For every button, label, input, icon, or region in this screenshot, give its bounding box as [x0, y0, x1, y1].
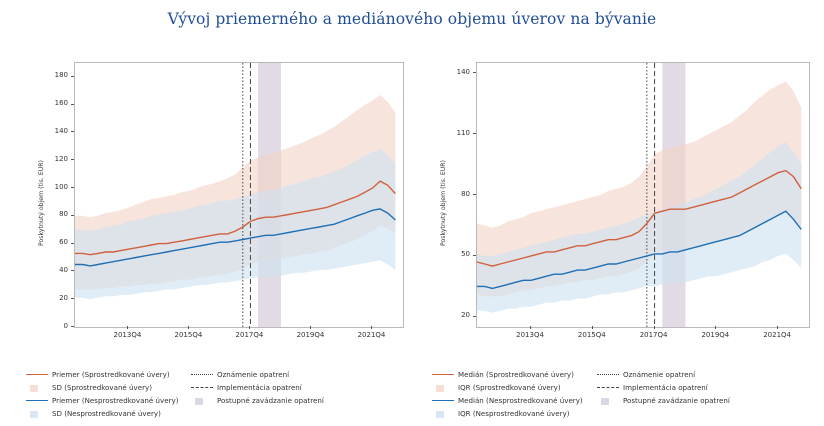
y-tick-label: 20 [59, 293, 68, 302]
y-tick-mark [71, 76, 74, 77]
x-tick-label: 2013Q4 [516, 331, 544, 339]
y-tick-label: 40 [59, 265, 68, 274]
x-tick-label: 2021Q4 [763, 331, 791, 339]
legend-label: IQR (Sprostredkované úvery) [458, 383, 561, 392]
legend-key-icon [597, 396, 619, 406]
legend-item[interactable] [432, 368, 583, 381]
legend-label: Postupné zavádzanie opatrení [217, 396, 324, 405]
plot-area-right [476, 62, 810, 328]
legend-label: Postupné zavádzanie opatrení [623, 396, 730, 405]
chart-svg-right [477, 63, 809, 327]
legend-item[interactable] [597, 368, 730, 381]
x-tick-mark [127, 326, 128, 329]
x-tick-label: 2019Q4 [701, 331, 730, 339]
y-tick-label: 0 [63, 321, 68, 330]
x-tick-mark [249, 326, 250, 329]
legend-item[interactable] [26, 368, 179, 381]
x-tick-label: 2017Q4 [639, 331, 668, 339]
x-tick-mark [530, 326, 531, 329]
legend-item[interactable] [432, 381, 583, 394]
legend-key-icon [26, 409, 48, 419]
chart-svg-left [75, 63, 403, 327]
legend-item[interactable] [597, 381, 730, 394]
legend-key-icon [26, 383, 48, 393]
band-1 [75, 149, 395, 299]
y-tick-mark [473, 72, 476, 73]
x-tick-mark [371, 326, 372, 329]
page-title: Vývoj priemerného a mediánového objemu úverov na bývanie [167, 10, 657, 28]
legend-item[interactable] [432, 407, 583, 420]
legend-item[interactable] [191, 394, 324, 407]
y-tick-label: 180 [54, 71, 68, 80]
y-tick-label: 80 [59, 210, 68, 219]
legend-key-icon [26, 370, 48, 380]
x-tick-label: 2017Q4 [235, 331, 264, 339]
y-tick-mark [71, 243, 74, 244]
legend-key-icon [191, 383, 213, 393]
legend-item[interactable] [26, 407, 179, 420]
y-axis-label-right: Poskytnutý objem (tis. EUR) [440, 160, 447, 246]
legend-key-icon [432, 409, 454, 419]
legend-label: Implementácia opatrení [217, 383, 302, 392]
legend-item[interactable] [191, 368, 324, 381]
y-tick-label: 80 [461, 189, 470, 198]
legend-label: Oznámenie opatrení [623, 370, 696, 379]
y-tick-label: 50 [461, 250, 470, 259]
x-tick-mark [654, 326, 655, 329]
legend-key-icon [432, 383, 454, 393]
plot-area-left [74, 62, 404, 328]
legend-label: Priemer (Sprostredkované úvery) [52, 370, 170, 379]
y-tick-mark [71, 215, 74, 216]
y-tick-label: 20 [461, 311, 470, 320]
legend-label: Implementácia opatrení [623, 383, 708, 392]
y-axis-label-left: Poskytnutý objem (tis. EUR) [38, 160, 45, 246]
y-tick-mark [71, 298, 74, 299]
x-tick-label: 2013Q4 [113, 331, 142, 339]
legend-key-icon [432, 396, 454, 406]
legend-item[interactable] [432, 394, 583, 407]
legend-label: Medián (Nesprostredkované úvery) [458, 396, 583, 405]
y-tick-mark [71, 104, 74, 105]
x-tick-mark [188, 326, 189, 329]
legend-label: Oznámenie opatrení [217, 370, 290, 379]
x-tick-label: 2021Q4 [357, 331, 386, 339]
legend-column-series [432, 368, 583, 420]
y-tick-mark [71, 187, 74, 188]
legend-item[interactable] [26, 381, 179, 394]
y-tick-mark [71, 159, 74, 160]
y-tick-label: 140 [54, 126, 68, 135]
y-tick-mark [473, 133, 476, 134]
x-tick-mark [592, 326, 593, 329]
legend-key-icon [597, 370, 619, 380]
legend-label: SD (Sprostredkované úvery) [52, 383, 152, 392]
y-tick-mark [473, 194, 476, 195]
x-tick-label: 2019Q4 [296, 331, 325, 339]
legend-column-series [26, 368, 179, 420]
legend-key-icon [191, 370, 213, 380]
y-tick-label: 110 [456, 128, 470, 137]
legend-key-icon [191, 396, 213, 406]
x-tick-mark [715, 326, 716, 329]
y-tick-mark [71, 326, 74, 327]
legend-item[interactable] [597, 394, 730, 407]
x-tick-mark [777, 326, 778, 329]
y-tick-mark [71, 131, 74, 132]
legend-label: Priemer (Nesprostredkované úvery) [52, 396, 179, 405]
y-tick-mark [71, 270, 74, 271]
legend-label: Medián (Sprostredkované úvery) [458, 370, 574, 379]
legend-label: IQR (Nesprostredkované úvery) [458, 409, 570, 418]
y-tick-label: 120 [54, 154, 68, 163]
legend-column-annotations [191, 368, 324, 407]
y-tick-mark [473, 316, 476, 317]
legend-key-icon [432, 370, 454, 380]
legend-item[interactable] [26, 394, 179, 407]
y-tick-label: 140 [456, 67, 470, 76]
legend-label: SD (Nesprostredkované úvery) [52, 409, 161, 418]
x-tick-label: 2015Q4 [577, 331, 606, 339]
y-tick-mark [473, 255, 476, 256]
x-tick-mark [310, 326, 311, 329]
y-tick-label: 60 [59, 238, 68, 247]
y-tick-label: 100 [54, 182, 68, 191]
legend-item[interactable] [191, 381, 324, 394]
legend-key-icon [597, 383, 619, 393]
legend-column-annotations [597, 368, 730, 407]
legend-key-icon [26, 396, 48, 406]
x-tick-label: 2015Q4 [174, 331, 203, 339]
y-tick-label: 160 [54, 99, 68, 108]
